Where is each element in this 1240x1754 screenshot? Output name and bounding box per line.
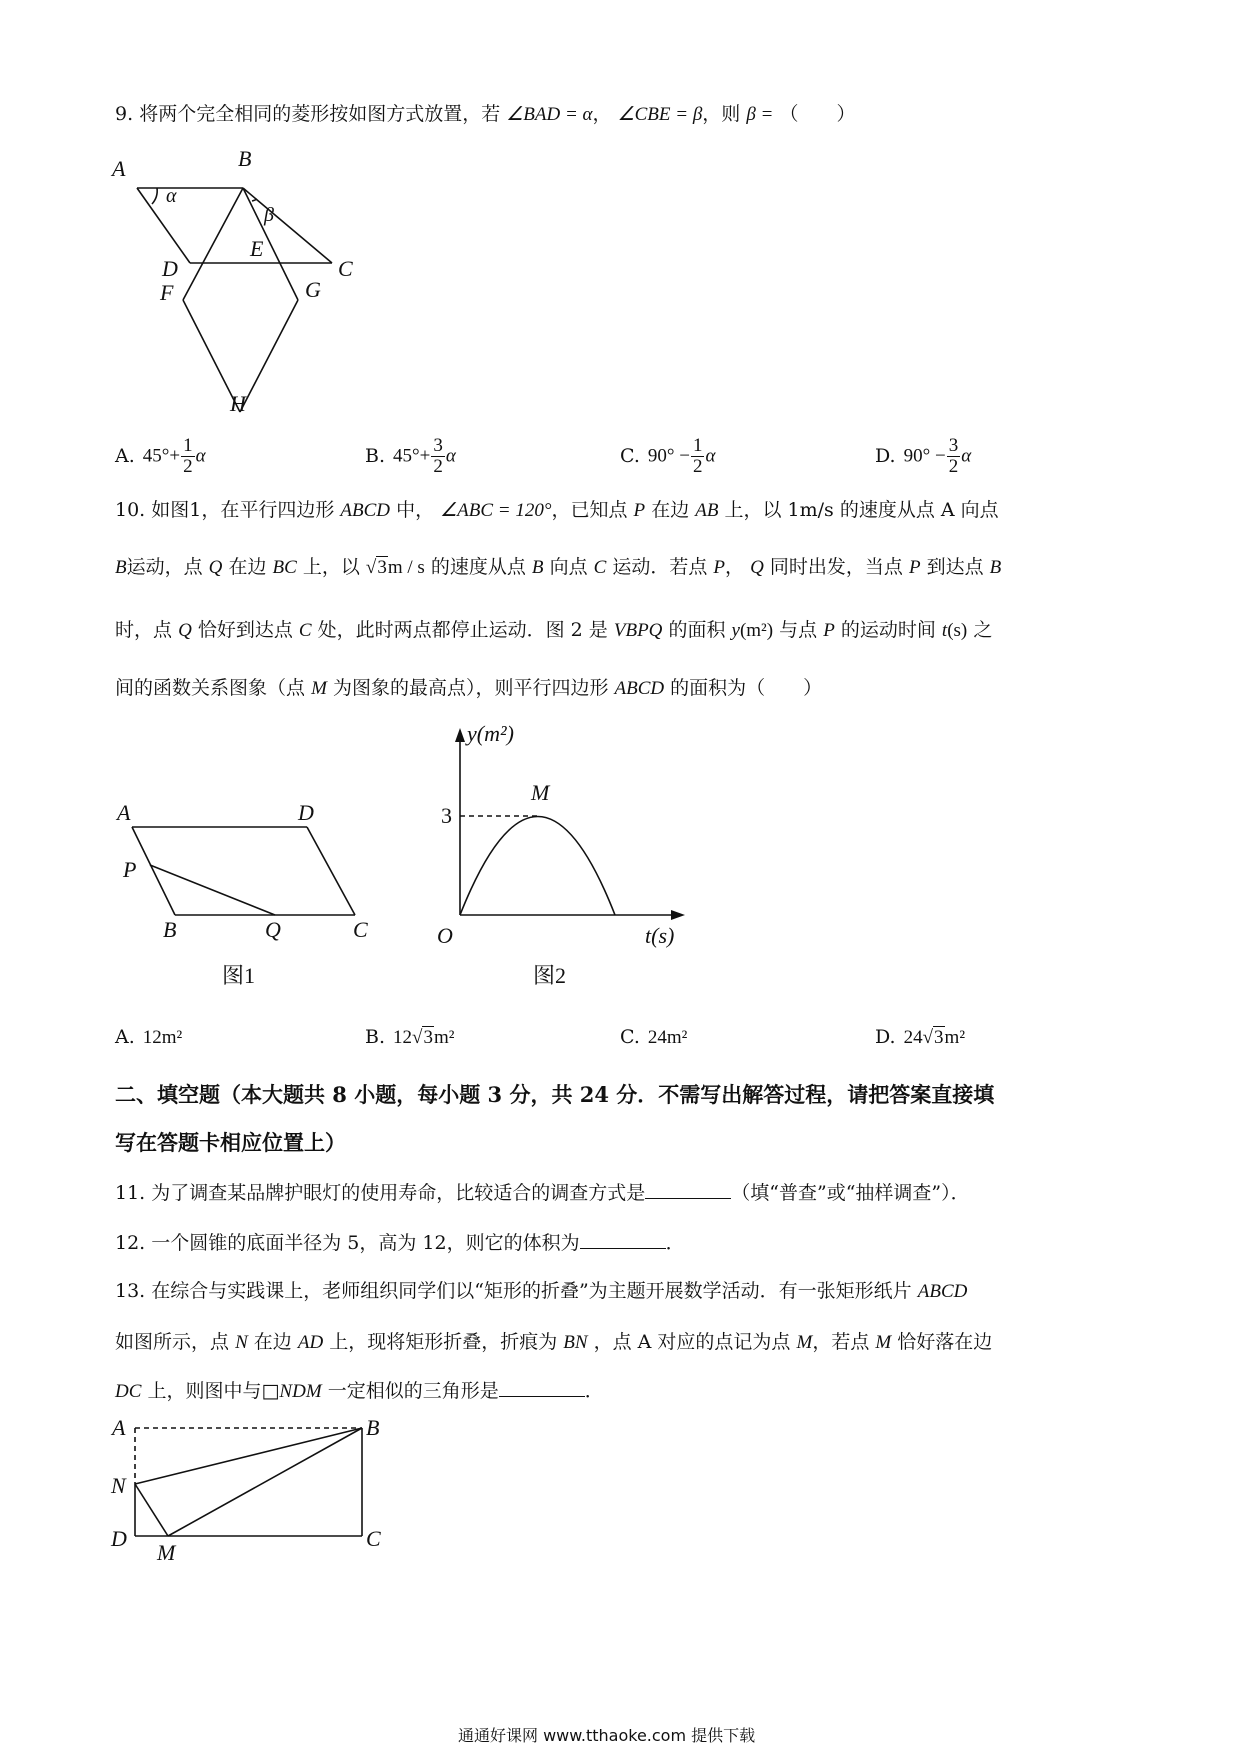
numerator: 1	[183, 435, 193, 456]
q9-cond2: ∠CBE = β	[617, 104, 703, 125]
q9-option-d[interactable]	[875, 436, 971, 477]
math: P	[633, 500, 646, 521]
text: 恰好落在边	[897, 1331, 993, 1353]
q9-label-A: A	[112, 156, 126, 181]
option-label: B.	[365, 1026, 386, 1048]
math: Q	[178, 620, 192, 641]
q13-label-N: N	[111, 1473, 126, 1498]
text: 向点	[549, 556, 588, 578]
text: 12. 一个圆锥的底面半径为 5，高为 12，则它的体积为	[115, 1232, 580, 1254]
text: 上，以	[302, 556, 360, 578]
option-label: A.	[115, 1026, 135, 1048]
text: 中，	[396, 499, 435, 521]
q13-label-B: B	[366, 1415, 380, 1440]
text: 的运动时间	[840, 619, 936, 641]
math: P	[908, 557, 921, 578]
q9-label-G: G	[305, 277, 321, 302]
option-post: α	[445, 445, 456, 467]
text: 时，点	[115, 619, 173, 641]
text: 与点	[779, 619, 818, 641]
text: 上，则图中与	[147, 1380, 262, 1402]
fig1-caption: 图1	[222, 963, 256, 988]
q10-option-c[interactable]	[620, 1026, 687, 1049]
sqrt: √3	[365, 557, 387, 578]
math: t	[941, 620, 948, 641]
q13-label-A: A	[112, 1415, 126, 1440]
text: 上，以 1m/s 的速度从点 A 向点	[724, 499, 999, 521]
q10-option-a[interactable]	[115, 1026, 182, 1049]
q10-figure2	[415, 720, 700, 1000]
q10-option-d[interactable]	[875, 1026, 965, 1049]
text: 的面积为（ ）	[670, 677, 823, 699]
text: 的速度从点	[430, 556, 526, 578]
math: C	[298, 620, 312, 641]
q9-paren: （ ）	[779, 103, 856, 125]
q10-figure1	[105, 790, 395, 1000]
option-post: m²	[433, 1027, 455, 1048]
q9-ask: β =	[746, 104, 774, 125]
q13-answer-blank[interactable]	[499, 1378, 585, 1397]
math: Q	[208, 557, 223, 578]
text: 恰好到达点	[197, 619, 293, 641]
option-pre: 90° −	[647, 445, 690, 467]
radicand: 3	[423, 1027, 433, 1048]
q13-line3	[115, 1377, 604, 1406]
q9-label-H: H	[230, 391, 246, 416]
fig1-label-Q: Q	[265, 917, 281, 942]
option-value: 24m²	[647, 1027, 688, 1048]
q9-option-c[interactable]	[620, 436, 715, 477]
q9-label-C: C	[338, 256, 353, 281]
q9-figure	[100, 150, 400, 420]
text: 间的函数关系图象（点	[115, 677, 306, 699]
q13-line2	[115, 1328, 992, 1357]
option-label: B.	[365, 444, 386, 467]
y-axis-arrow	[455, 728, 465, 742]
symbol: □	[261, 1380, 280, 1402]
text: ，已知点	[551, 499, 628, 521]
option-label: D.	[875, 444, 896, 467]
fig2-label-t: t(s)	[645, 923, 675, 948]
math: M	[311, 678, 327, 699]
option-label: A.	[115, 444, 135, 467]
math: N	[235, 1332, 248, 1353]
fraction	[181, 436, 195, 477]
q13-line1	[115, 1277, 967, 1306]
q9-number: 9.	[115, 103, 134, 125]
section2-heading-line2: 写在答题卡相应位置上）	[115, 1130, 346, 1155]
math: DC	[115, 1381, 142, 1402]
q13-label-C: C	[366, 1526, 381, 1551]
option-post: α	[195, 445, 206, 467]
option-label: D.	[875, 1026, 896, 1048]
denominator: 2	[183, 456, 193, 477]
fig1-label-P: P	[123, 857, 137, 882]
numerator: 3	[948, 435, 959, 456]
unit: m / s	[387, 557, 425, 578]
fig1-label-A: A	[117, 800, 131, 825]
math: y	[731, 620, 740, 641]
fig2-label-O: O	[437, 923, 453, 948]
q10-line1	[115, 496, 999, 525]
q9-label-E: E	[250, 236, 264, 261]
option-post: α	[961, 445, 972, 467]
q9-text-a: 将两个完全相同的菱形按如图方式放置，若	[139, 103, 501, 125]
text: 之	[973, 619, 993, 641]
option-pre: 12	[393, 1027, 413, 1048]
unit: (m²)	[739, 620, 774, 641]
math: ABCD	[340, 500, 391, 521]
numerator: 1	[692, 435, 703, 456]
text: 到达点	[926, 556, 984, 578]
text: 同时出发，当点	[769, 556, 903, 578]
text: 一定相似的三角形是	[327, 1380, 499, 1402]
q9-label-beta: β	[264, 204, 274, 226]
fig2-label-M: M	[531, 780, 550, 805]
math: M	[875, 1332, 892, 1353]
q9-text-b: ，则	[702, 103, 741, 125]
q11	[115, 1179, 970, 1207]
math: M	[796, 1332, 813, 1353]
q9-label-D: D	[162, 256, 178, 281]
text: 运动，点	[126, 556, 203, 578]
option-pre: 45°+	[142, 445, 181, 467]
fraction	[947, 436, 961, 477]
math: P	[823, 620, 835, 641]
q11-answer-blank[interactable]	[645, 1180, 731, 1199]
q9-label-B: B	[238, 150, 252, 171]
page-footer: 通通好课网 www.tthaoke.com 提供下载	[458, 1726, 756, 1745]
math: AD	[297, 1332, 324, 1353]
sqrt: √3	[412, 1027, 433, 1048]
q13-label-M: M	[157, 1540, 176, 1565]
fig1-label-C: C	[353, 917, 368, 942]
q10-line3	[115, 616, 992, 645]
math: B	[989, 557, 1002, 578]
option-pre: 24	[903, 1027, 923, 1048]
option-pre: 90° −	[903, 445, 946, 467]
math: C	[593, 557, 607, 578]
text: （填“普查”或“抽样调查”）．	[731, 1182, 970, 1204]
fig2-caption: 图2	[533, 963, 567, 988]
fig1-label-B: B	[163, 917, 177, 942]
text: 的面积	[668, 619, 726, 641]
text: ．	[665, 1232, 685, 1254]
fig2-label-3: 3	[441, 803, 452, 828]
math: ABCD	[917, 1281, 968, 1302]
text: 11. 为了调查某品牌护眼灯的使用寿命，比较适合的调查方式是	[115, 1182, 646, 1204]
option-label: C.	[620, 444, 640, 467]
option-label: C.	[620, 1026, 640, 1048]
q9-label-alpha: α	[166, 185, 177, 207]
text: ．	[584, 1380, 604, 1402]
option-value: 12m²	[142, 1027, 183, 1048]
q13-figure	[100, 1410, 400, 1580]
math: NDM	[279, 1381, 322, 1402]
text: 处，此时两点都停止运动．图 2 是	[317, 619, 608, 641]
text: 在边	[253, 1331, 292, 1353]
math: BC	[272, 557, 297, 578]
text: 运动．若点	[612, 556, 708, 578]
text: ，点 A 对应的点记为点	[593, 1331, 791, 1353]
q13-label-D: D	[111, 1526, 127, 1551]
math: B	[115, 557, 127, 578]
option-post: m²	[944, 1027, 966, 1048]
math: P	[713, 557, 726, 578]
radicand: 3	[377, 557, 387, 578]
q9-stem	[115, 100, 855, 129]
fig2-label-y: y(m²)	[467, 721, 514, 746]
fraction	[431, 436, 445, 477]
math: VBPQ	[613, 620, 663, 641]
fraction	[691, 436, 705, 477]
unit: (s)	[947, 620, 968, 641]
q9-cond1: ∠BAD = α	[506, 104, 593, 125]
numerator: 3	[433, 435, 443, 456]
text: 10. 如图1，在平行四边形	[115, 499, 335, 521]
q10-line2	[115, 553, 1001, 582]
q9-label-F: F	[160, 280, 174, 305]
radicand: 3	[934, 1027, 944, 1048]
math: BN	[563, 1332, 588, 1353]
q9-sep: ，	[592, 103, 612, 125]
denominator: 2	[433, 456, 443, 477]
denominator: 2	[692, 456, 703, 477]
section2-heading-line1: 二、填空题（本大题共 8 小题，每小题 3 分，共 24 分．不需写出解答过程，请把答案直接填	[115, 1082, 995, 1107]
text: 在边	[228, 556, 267, 578]
denominator: 2	[948, 456, 959, 477]
math: Q	[750, 557, 764, 578]
q10-option-b[interactable]	[365, 1026, 454, 1049]
q9-option-a[interactable]	[115, 436, 206, 477]
x-axis-arrow	[671, 910, 685, 920]
sqrt: √3	[922, 1027, 944, 1048]
text: 13. 在综合与实践课上，老师组织同学们以“矩形的折叠”为主题开展数学活动．有一张矩形纸片	[115, 1280, 912, 1302]
curve	[460, 817, 615, 916]
text: 为图象的最高点），则平行四边形	[332, 677, 609, 699]
text: 如图所示，点	[115, 1331, 230, 1353]
option-post: α	[705, 445, 716, 467]
text: 在边	[651, 499, 690, 521]
fig1-label-D: D	[298, 800, 314, 825]
q10-line4	[115, 674, 822, 703]
math: AB	[695, 500, 719, 521]
math: ABCD	[614, 678, 665, 699]
q9-option-b[interactable]	[365, 436, 456, 477]
option-pre: 45°+	[393, 445, 431, 467]
math: B	[531, 557, 544, 578]
q12	[115, 1229, 685, 1257]
text: 上，现将矩形折叠，折痕为	[329, 1331, 558, 1353]
text: ，	[725, 556, 745, 578]
math: ∠ABC = 120°	[440, 500, 552, 521]
q12-answer-blank[interactable]	[580, 1230, 666, 1249]
text: ，若点	[812, 1331, 870, 1353]
